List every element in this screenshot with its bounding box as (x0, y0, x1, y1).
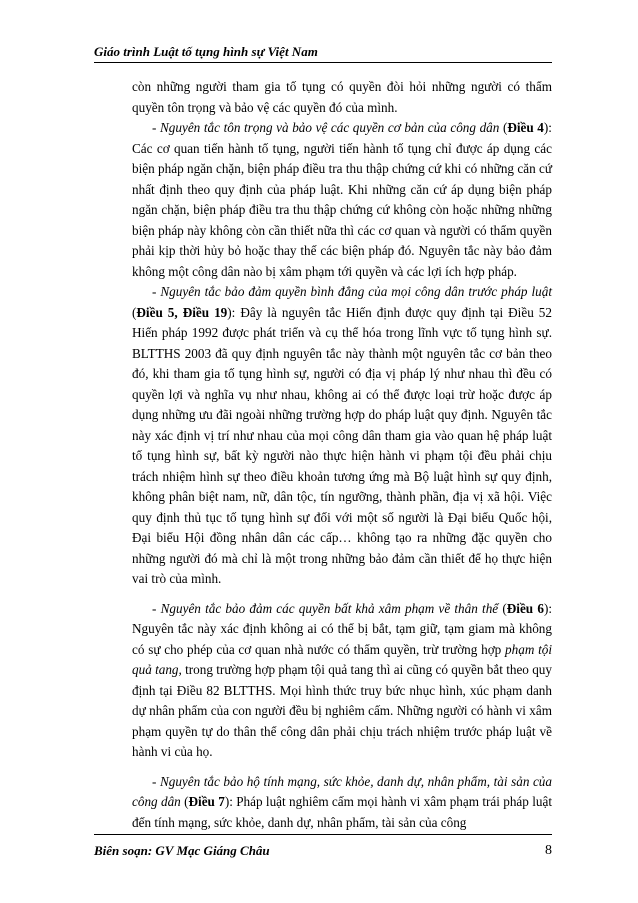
paragraph-article-7: - Nguyên tắc bảo hộ tính mạng, sức khỏe, danh dự, nhân phẩm, tài sản của công dân (Điều 7): Pháp luật nghiêm cấm mọi hành vi xâm phạm trái pháp luật đến tính mạng, sức khỏe, danh dự, nhân phẩm, tài sản của công (132, 773, 552, 830)
paragraph-text: ): Nguyên tắc này xác định không ai có thể bị bắt, tạm giữ, tạm giam mà không có sự cho phép của cơ quan nhà nước có thẩm quyền, trừ trường hợp (132, 600, 552, 657)
page-footer (94, 843, 552, 859)
page-body (132, 77, 552, 833)
paragraph-continuation: còn những người tham gia tố tụng có quyền đòi hỏi những người có thẩm quyền tôn trọng và bảo vệ các quyền đó của mình. (132, 79, 552, 115)
header-rule (94, 62, 552, 63)
bullet-dash: - (152, 600, 161, 616)
bullet-dash: - (152, 120, 160, 135)
paragraph-article-4: - Nguyên tắc tôn trọng và bảo vệ các quyền cơ bản của công dân (Điều 4): Các cơ quan tiến hành tố tụng, người tiến hành tố tụng chỉ được áp dụng các biện pháp ngăn chặn, biện pháp điều tra thu thập chứng cứ khi có những căn cứ nhất định theo quy định của pháp luật. Khi những căn cứ áp dụng biện pháp ngăn chặn, biện pháp điều tra thu thập chứng cứ không còn hoặc những những biện pháp này không còn cần thiết nữa thì các cơ quan và người có thẩm quyền phải kịp thời hủy bỏ hoặc thay thế các biện pháp đó. Nguyên tắc này bảo đảm không một công dân nào bị xâm phạm tới quyền và các lợi ích hợp pháp. (132, 120, 552, 279)
bullet-dash: - (152, 284, 161, 299)
paragraph-text: ): Đây là nguyên tắc Hiến định được quy định tại Điều 52 Hiến pháp 1992 được phát triển và cụ thể hóa trong lĩnh vực tố tụng hình sự. BLTTHS 2003 đã quy định nguyên tắc này thành một nguyên tắc cơ bản theo đó, khi tham gia tố tụng hình sự, người có địa vị pháp lý như nhau thì đều có quyền lợi và nghĩa vụ như nhau, không ai có thể được loại trừ hoặc được áp dụng những ưu đãi ngoài những trường hợp do pháp luật quy định. Nguyên tắc này xác định vị trí như nhau của mọi công dân tham gia vào quan hệ pháp luật tố tụng hình sự, bất kỳ người nào thực hiện hành vi phạm tội đều phải chịu trách nhiệm hình sự theo điều khoản tương ứng mà Bộ luật hình sự quy định, không phân biệt nam, nữ, dân tộc, tín ngưỡng, thành phần, địa vị xã hội. Việc quy định thủ tục tố tụng hình sự đối với một số người là Đại biểu Quốc hội, Đại biểu Hội đồng nhân dân các cấp… không tạo ra những đặc quyền cho những người đó mà chỉ là một trong những bảo đảm cần thiết để họ thực hiện vai trò của mình. (132, 304, 552, 586)
paragraph-text: trong trường hợp phạm tội quả tang thì ai cũng có quyền bắt theo quy định tại Điều 82 BLTTHS. Mọi hình thức truy bức nhục hình, xúc phạm danh dự nhân phẩm của con người đều bị nghiêm cấm. Những người có hành vi xâm phạm quyền tự do thân thể công dân phải chịu trách nhiệm trước pháp luật về hành vi của họ. (132, 662, 552, 759)
paragraph-text: ): Pháp luật nghiêm cấm mọi hành vi xâm phạm trái pháp luật đến tính mạng, sức khỏe, danh dự, nhân phẩm, tài sản của công (132, 794, 552, 830)
article-reference: Điều 5, Điều 19 (136, 304, 228, 320)
article-reference: Điều 4 (507, 120, 544, 135)
principle-title: Nguyên tắc bảo đảm các quyền bất khả xâm phạm về thân thể (160, 600, 499, 616)
article-reference: Điều 6 (506, 600, 544, 616)
bullet-dash: - (152, 773, 160, 789)
article-reference: Điều 7 (188, 794, 225, 809)
paragraph-text: ): Các cơ quan tiến hành tố tụng, người tiến hành tố tụng chỉ được áp dụng các biện pháp ngăn chặn, biện pháp điều tra thu thập chứng cứ khi có những căn cứ nhất định theo quy định của pháp luật. Khi những căn cứ áp dụng biện pháp ngăn chặn, biện pháp điều tra thu thập chứng cứ không còn hoặc những những biện pháp này không còn cần thiết nữa thì các cơ quan và người có thẩm quyền phải kịp thời hủy bỏ hoặc thay thế các biện pháp đó. Nguyên tắc này bảo đảm không một công dân nào bị xâm phạm tới quyền và các lợi ích hợp pháp. (132, 120, 552, 279)
page-header: Giáo trình Luật tố tụng hình sự Việt Nam (94, 44, 318, 59)
author-credit: Biên soạn: GV Mạc Giáng Châu (94, 843, 270, 858)
page-number: 8 (545, 843, 552, 858)
principle-title: Nguyên tắc bảo hộ tính mạng, sức khỏe, danh dự, nhân phẩm, tài sản của công dân (132, 773, 552, 809)
emphasis-text: phạm tội quả tang, (132, 641, 553, 677)
paragraph-article-6: - Nguyên tắc bảo đảm các quyền bất khả xâm phạm về thân thể (Điều 6): Nguyên tắc này xác định không ai có thể bị bắt, tạm giữ, tạm giam mà không có sự cho phép của cơ quan nhà nước có thẩm quyền, trừ trường hợp phạm tội quả tang, trong trường hợp phạm tội quả tang thì ai cũng có quyền bắt theo quy định tại Điều 82 BLTTHS. Mọi hình thức truy bức nhục hình, xúc phạm danh dự nhân phẩm của con người đều bị nghiêm cấm. Những người có hành vi xâm phạm quyền tự do thân thể công dân phải chịu trách nhiệm trước pháp luật về hành vi của họ. (132, 600, 553, 759)
footer-rule (94, 834, 552, 835)
principle-title: Nguyên tắc tôn trọng và bảo vệ các quyền cơ bản của công dân (159, 120, 500, 135)
paragraph-article-5-19: - Nguyên tắc bảo đảm quyền bình đẳng của mọi công dân trước pháp luật (Điều 5, Điều 19): Đây là nguyên tắc Hiến định được quy định tại Điều 52 Hiến pháp 1992 được phát triển và cụ thể hóa trong lĩnh vực tố tụng hình sự. BLTTHS 2003 đã quy định nguyên tắc này thành một nguyên tắc cơ bản theo đó, khi tham gia tố tụng hình sự, người có địa vị pháp lý như nhau thì đều có quyền lợi và nghĩa vụ như nhau, không ai có thể được loại trừ hoặc được áp dụng những ưu đãi ngoài những trường hợp do pháp luật quy định. Nguyên tắc này xác định vị trí như nhau của mọi công dân tham gia vào quan hệ pháp luật tố tụng hình sự, bất kỳ người nào thực hiện hành vi phạm tội đều phải chịu trách nhiệm hình sự theo điều khoản tương ứng mà Bộ luật hình sự quy định, không phân biệt nam, nữ, dân tộc, tín ngưỡng, thành phần, địa vị xã hội. Việc quy định thủ tục tố tụng hình sự đối với một số người là Đại biểu Quốc hội, Đại biểu Hội đồng nhân dân các cấp… không tạo ra những đặc quyền cho những người đó mà chỉ là một trong những bảo đảm cần thiết để họ thực hiện vai trò của mình. (132, 284, 552, 586)
principle-title: Nguyên tắc bảo đảm quyền bình đẳng của mọi công dân trước pháp luật (160, 284, 552, 299)
